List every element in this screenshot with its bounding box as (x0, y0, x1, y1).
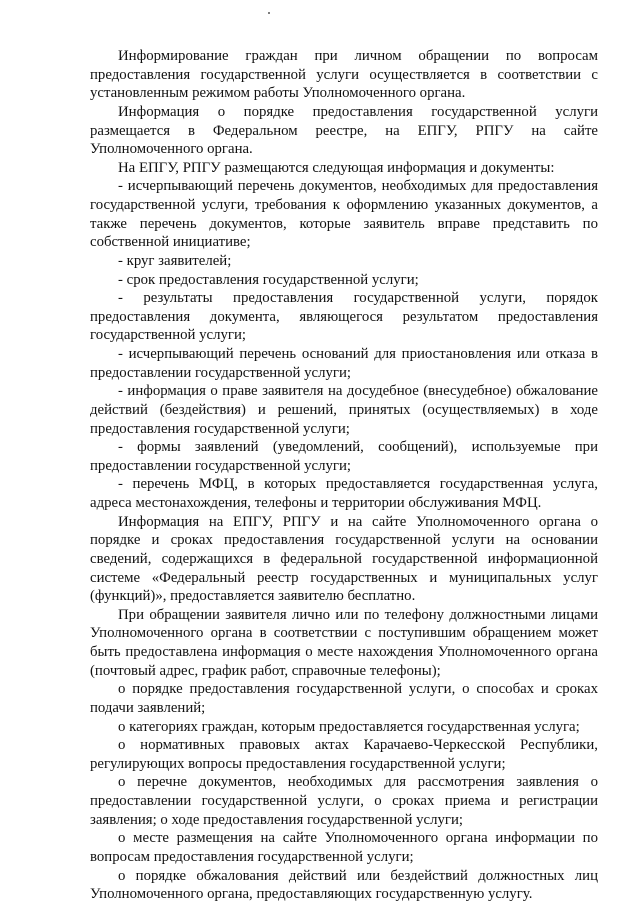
list-item-appeal-right: - информация о праве заявителя на досудебное (внесудебное) обжалование действий (бездействия) и решений, принятых (осуществляемых) в ходе предоставления государственной услуги; (90, 383, 598, 437)
paragraph-registry-placement: Информация о порядке предоставления государственной услуги размещается в Федеральном реестре, на ЕПГУ, РПГУ на сайте Уполномоченного органа. (90, 103, 598, 158)
paragraph-free-information: Информация на ЕПГУ, РПГУ и на сайте Уполномоченного органа о порядке и сроках предоставления государственной услуги на основании сведений, содержащихся в федеральной государственной информационной системе «Федеральный реестр государственных и муниципальных услуг (функций)», предоставляется заявителю бесплатно. (90, 513, 598, 605)
paragraph-documents-terms: о перечне документов, необходимых для рассмотрения заявления о предоставлении государственной услуги, о сроках приема и регистрации заявления; о ходе предоставления государственной услуги; (90, 774, 598, 828)
paragraph-citizen-categories: о категориях граждан, которым предоставляется государственная услуга; (118, 718, 580, 735)
list-item-service-term: - срок предоставления государственной услуги; (118, 271, 419, 288)
list-item-service-results: - результаты предоставления государственной услуги, порядок предоставления документа, являющегося результатом предоставления государственной услуги; (90, 290, 598, 344)
list-item-mfc-list: - перечень МФЦ, в которых предоставляется государственная услуга, адреса местонахождения, телефоны и территории обслуживания МФЦ. (90, 476, 598, 511)
list-item-refusal-grounds: - исчерпывающий перечень оснований для приостановления или отказа в предоставлении государственной услуги; (90, 346, 598, 381)
list-item-documents-list: - исчерпывающий перечень документов, необходимых для предоставления государственной услуги, требования к оформлению указанных документов, а также перечень документов, которые заявитель вправе представить по собственной инициативе; (90, 178, 598, 251)
paragraph-appeal-procedure: о порядке обжалования действий или бездействий должностных лиц Уполномоченного органа, предоставляющих государственную услугу. (90, 867, 598, 903)
list-item-application-forms: - формы заявлений (уведомлений, сообщений), используемые при предоставлении государственной услуги; (90, 439, 598, 474)
paragraph-epgu-documents-intro: На ЕПГУ, РПГУ размещаются следующая информация и документы: (118, 159, 555, 176)
paragraph-procedure-info: о порядке предоставления государственной услуги, о способах и сроках подачи заявлений; (90, 681, 598, 716)
paragraph-legal-acts: о нормативных правовых актах Карачаево-Черкесской Республики, регулирующих вопросы предоставления государственной услуги; (90, 737, 598, 772)
paragraph-informing-in-person: Информирование граждан при личном обращении по вопросам предоставления государственной услуги осуществляется в соответствии с установленным режимом работы Уполномоченного органа. (90, 48, 598, 102)
document-body (90, 47, 598, 904)
paragraph-personal-request: При обращении заявителя лично или по телефону должностными лицами Уполномоченного органа в соответствии с поступившим обращением может быть предоставлена информация о месте нахождения Уполномоченного органа (почтовый адрес, график работ, справочные телефоны); (90, 606, 598, 679)
scan-speck (268, 12, 270, 14)
list-item-applicants: - круг заявителей; (118, 252, 232, 269)
paragraph-site-placement: о месте размещения на сайте Уполномоченного органа информации по вопросам предоставления государственной услуги; (90, 830, 598, 865)
